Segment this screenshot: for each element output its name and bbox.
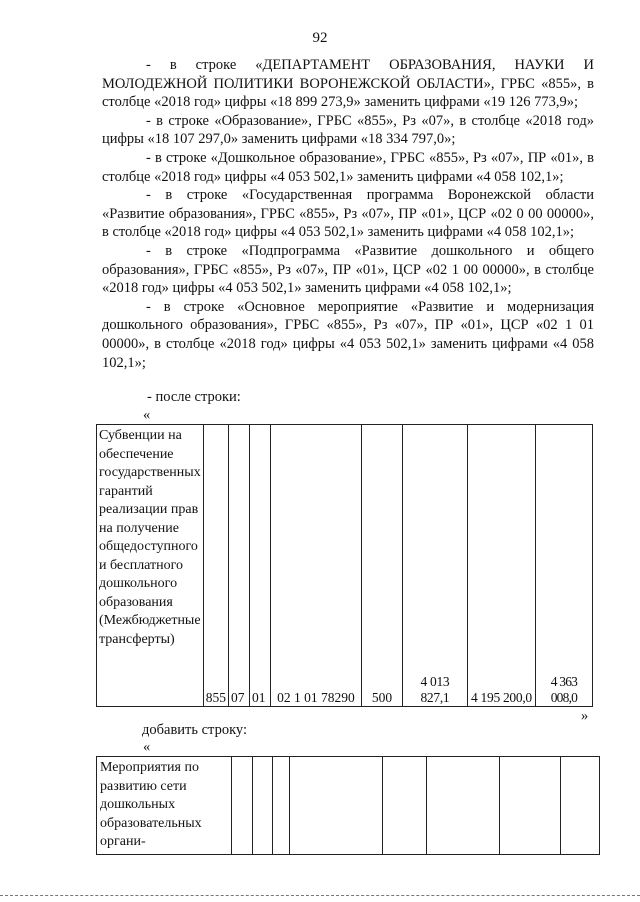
empty-cell xyxy=(383,757,427,855)
csr-cell: 02 1 01 78290 xyxy=(270,425,361,707)
empty-cell xyxy=(500,757,561,855)
table-row xyxy=(97,757,600,855)
paragraph: - в строке «Дошкольное образование», ГРБС «855», Рз «07», ПР «01», в столбце «2018 год» цифры «4 053 502,1» заменить цифрами «4 058 102,1»; xyxy=(102,149,594,185)
empty-cell xyxy=(561,757,600,855)
paragraph: - в строке «Государственная программа Воронежской области «Развитие образования», ГРБС «855», Рз «07», ПР «01», ЦСР «02 0 00 00000», в столбце «2018 год» цифры «4 053 502,1» заменить цифрами «4 058 102,1»; xyxy=(102,187,594,241)
add-row-label: добавить строку: xyxy=(142,722,247,738)
scan-edge-line xyxy=(0,895,640,896)
year-2018-cell: 4 013 827,1 xyxy=(402,425,467,707)
year-2020-cell: 4 363 008,0 xyxy=(535,425,592,707)
empty-cell xyxy=(427,757,500,855)
rz-cell: 07 xyxy=(228,425,249,707)
budget-table-existing-row xyxy=(96,424,593,707)
paragraph: - в строке «Подпрограмма «Развитие дошкольного и общего образования», ГРБС «855», Рз «07», ПР «01», ЦСР «02 1 00 00000», в столбце «2018 год» цифры «4 053 502,1» заменить цифрами «4 058 102,1»; xyxy=(102,242,594,297)
after-row-label: - после строки: xyxy=(147,389,241,405)
empty-cell xyxy=(253,757,273,855)
pr-cell: 01 xyxy=(249,425,270,707)
year-2019-cell: 4 195 200,0 xyxy=(467,425,535,707)
quote-close: » xyxy=(581,708,589,724)
budget-table-new-row xyxy=(96,756,600,855)
grbs-cell: 855 xyxy=(203,425,228,707)
paragraph: - в строке «Основное мероприятие «Развитие и модернизация дошкольного образования», ГРБС «855», Рз «07», ПР «01», ЦСР «02 1 01 00000», в столбце «2018 год» цифры «4 053 502,1» заменить цифрами «4 058 102,1»; xyxy=(102,298,594,371)
row-name-cell: Мероприятия по развитию сети дошкольных образовательных органи- xyxy=(97,757,232,855)
paragraph: - в строке «Образование», ГРБС «855», Рз «07», в столбце «2018 год» цифры «18 107 297,0» заменить цифрами «18 334 797,0»; xyxy=(102,112,594,148)
page-number: 92 xyxy=(312,30,328,46)
table-row xyxy=(97,425,593,707)
vr-cell: 500 xyxy=(361,425,402,707)
quote-open: « xyxy=(143,407,151,423)
quote-open: « xyxy=(143,739,151,755)
empty-cell xyxy=(290,757,383,855)
row-name-cell: Субвенции на обеспечение государственных гарантий реализации прав на получение общедоступного и бесплатного дошкольного образования (Межбюджетные трансферты) xyxy=(97,425,204,707)
empty-cell xyxy=(232,757,253,855)
paragraph: - в строке «ДЕПАРТАМЕНТ ОБРАЗОВАНИЯ, НАУКИ И МОЛОДЕЖНОЙ ПОЛИТИКИ ВОРОНЕЖСКОЙ ОБЛАСТИ», ГРБС «855», в столбце «2018 год» цифры «18 899 273,9» заменить цифрами «19 126 773,9»; xyxy=(102,57,594,111)
empty-cell xyxy=(273,757,290,855)
amendment-text xyxy=(102,56,594,372)
